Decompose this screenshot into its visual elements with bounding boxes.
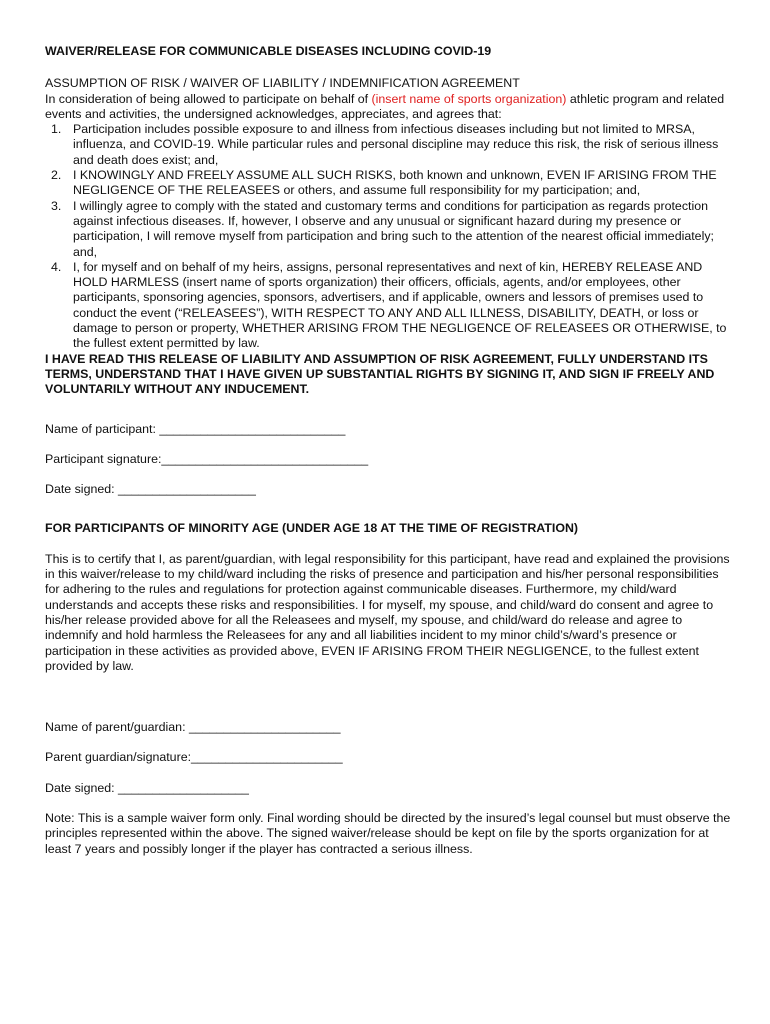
participant-name-field[interactable]: Name of participant: ___________________________ [45,421,346,436]
minor-section-heading: FOR PARTICIPANTS OF MINORITY AGE (UNDER AGE 18 AT THE TIME OF REGISTRATION) [45,521,579,536]
intro-text-after: athletic program and related events and activities, the undersigned acknowledges, appreciates, and agrees that: [45,91,725,121]
participant-signature-field[interactable]: Participant signature:______________________________ [45,451,369,466]
sample-form-note: Note: This is a sample waiver form only. Final wording should be directed by the insured’s legal counsel but must observe the principles represented within the above. The signed waiver/release should be kept on file by the sports organization for at least 7 years and possibly longer if the player has contracted a serious illness. [45,810,731,856]
term-item [45,199,735,260]
participant-date-field[interactable]: Date signed: ____________________ [45,482,256,497]
term-number: 2. [51,168,62,183]
term-text: I KNOWINGLY AND FREELY ASSUME ALL SUCH RISKS, both known and unknown, EVEN IF ARISING FROM THE NEGLIGENCE OF THE RELEASEES or others, and assume full responsibility for my participation; and, [73,168,717,198]
organization-placeholder: (insert name of sports organization) [371,91,567,106]
intro-text-before: In consideration of being allowed to participate on behalf of [45,91,372,106]
minor-certification-paragraph: This is to certify that I, as parent/guardian, with legal responsibility for this participant, have read and explained the provisions in this waiver/release to my child/ward including the risks of presence and participation and his/her personal responsibilities for adhering to the rules and regulations for protection against communicable diseases. Furthermore, my child/ward understands and accepts these risks and responsibilities. I for myself, my spouse, and child/ward do consent and agree to his/her release provided above for all the Releasees and myself, my spouse, and child/ward do release and agree to indemnify and hold harmless the Releasees for any and all liabilities incident to my minor child’s/ward’s presence or participation in these activities as provided above, EVEN IF ARISING FROM THEIR NEGLIGENCE, to the fullest extent provided by law. [45,551,730,673]
waiver-document [45,44,735,857]
terms-list [45,122,735,351]
term-text: I willingly agree to comply with the stated and customary terms and conditions for participation as regards protection against infectious diseases. If, however, I observe and any unusual or significant hazard during my presence or participation, I will remove myself from participation and bring such to the attention of the nearest official immediately; and, [73,198,714,259]
intro-paragraph [45,92,735,123]
term-item [45,122,735,168]
guardian-name-field[interactable]: Name of parent/guardian: ______________________ [45,720,341,735]
term-number: 3. [51,198,62,213]
term-item [45,260,735,352]
term-text: Participation includes possible exposure to and illness from infectious diseases including but not limited to MRSA, influenza, and COVID-19. While particular rules and personal discipline may reduce this risk, the risk of serious illness and death does exist; and, [73,122,719,167]
document-title: WAIVER/RELEASE FOR COMMUNICABLE DISEASES INCLUDING COVID-19 [45,44,492,58]
term-text: I, for myself and on behalf of my heirs, assigns, personal representatives and next of kin, HEREBY RELEASE AND HOLD HARMLESS (insert name of sports organization) their officers, officials, agents, and/or employees, other participants, sponsoring agencies, sponsors, advertisers, and if applicable, owners and lessors of premises used to conduct the event (“RELEASEES”), WITH RESPECT TO ANY AND ALL ILLNESS, DISABILITY, DEATH, or loss or damage to person or property, WHETHER ARISING FROM THE NEGLIGENCE OF RELEASEES OR OTHERWISE, to the fullest extent permitted by law. [73,259,727,351]
guardian-date-field[interactable]: Date signed: ___________________ [45,780,249,795]
term-number: 4. [51,259,62,274]
guardian-signature-field[interactable]: Parent guardian/signature:______________________ [45,750,343,765]
term-item [45,168,735,199]
agreement-subtitle: ASSUMPTION OF RISK / WAIVER OF LIABILITY / INDEMNIFICATION AGREEMENT [45,76,520,91]
acknowledgement-statement: I HAVE READ THIS RELEASE OF LIABILITY AND ASSUMPTION OF RISK AGREEMENT, FULLY UNDERSTAND ITS TERMS, UNDERSTAND THAT I HAVE GIVEN UP SUBSTANTIAL RIGHTS BY SIGNING IT, AND SIGN IF FREELY AND VOLUNTARILY WITHOUT ANY INDUCEMENT. [45,351,715,397]
term-number: 1. [51,122,62,137]
